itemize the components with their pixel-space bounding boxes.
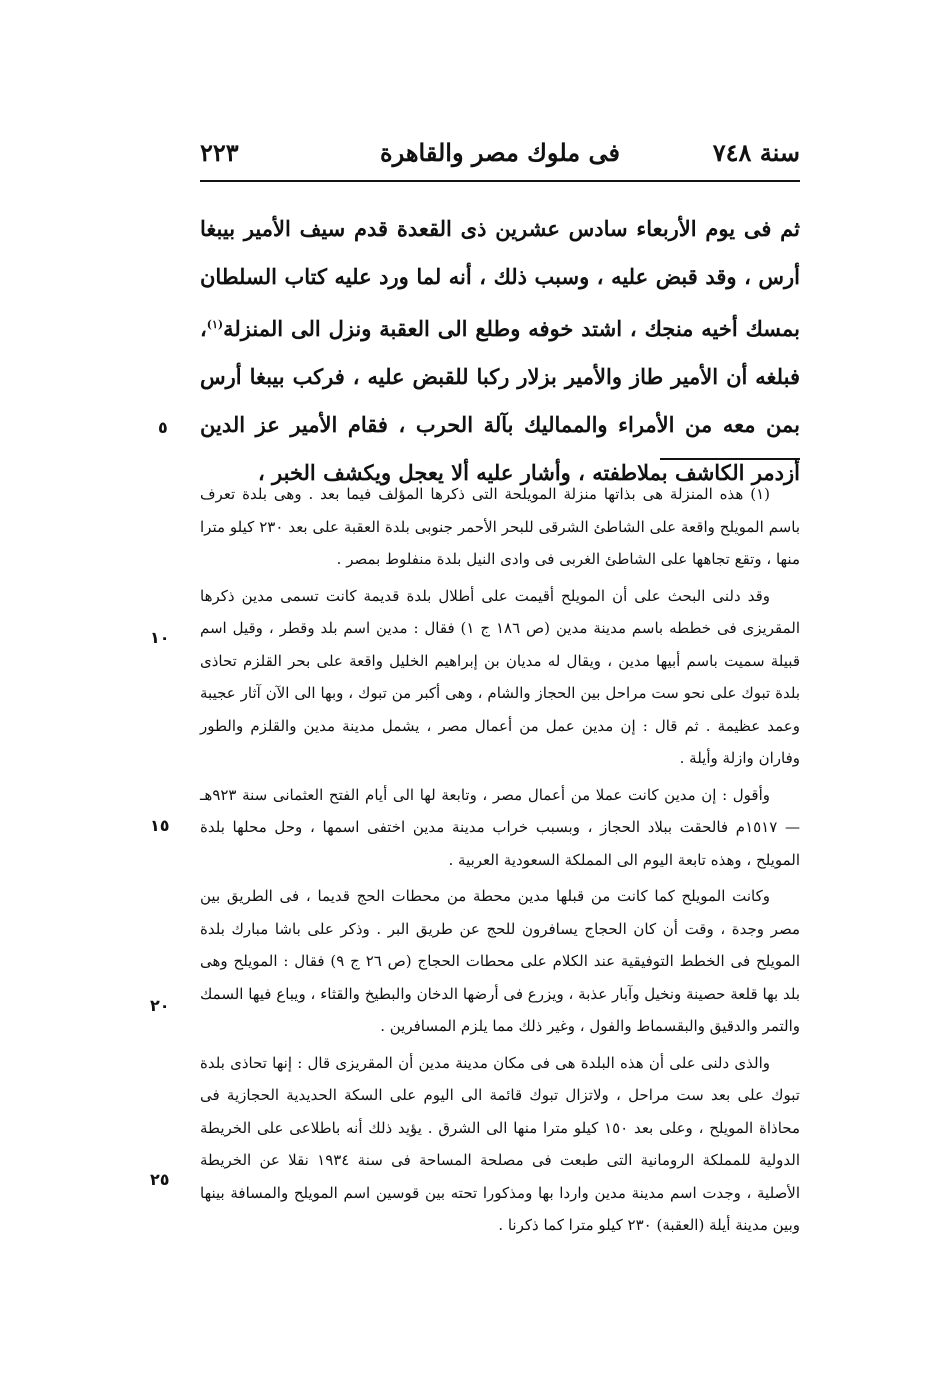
main-line: وقد قبض عليه ، وسبب ذلك ، أنه لما ورد عليه كتاب السلطان بمسك أخيه منجك ،	[200, 264, 801, 341]
line-number-15: ١٥	[150, 816, 170, 835]
main-line: ثم فى يوم الأربعاء سادس عشرين ذى القعدة قدم سيف الأمير بيبغا أرس ،	[200, 216, 801, 289]
line-number-10: ١٠	[150, 628, 170, 647]
footnote-separator	[660, 458, 800, 460]
main-line: اشتد خوفه وطلع الى العقبة ونزل الى المنزلة	[223, 316, 623, 341]
main-line: الأمير عز الدين أزدمر الكاشف بملاطفته ، وأشار عليه ألا يعجل ويكشف الخبر ،	[200, 412, 800, 485]
main-line: للقبض عليه ، فركب بيبغا أرس بمن معه من الأمراء والمماليك بآلة الحرب ، فقام	[200, 364, 801, 437]
header-title: فى ملوك مصر والقاهرة	[380, 138, 620, 167]
footnote-paragraph: وكانت المويلح كما كانت من قبلها مدين محطة من محطات الحج قديما ، فى الطريق بين مصر وجدة ، وقت أن كان الحجاج يسافرون للحج عن طريق البر . وذكر على باشا مبارك بلدة المويلح فى الخطط التوفيقية عند الكلام على محطات الحجاج (ص ٢٦ ج ٩) فقال : المويلح وهى بلد بها قلعة حصينة ونخيل وآبار عذبة ، ويزرع فى أرضها الدخان والبطيخ والقثاء ، ويباع فيها السمك والتمر والدقيق والبقسماط والفول ، وغير ذلك مما يلزم المسافرين .	[200, 887, 800, 1035]
line-number-20: ٢٠	[150, 996, 170, 1015]
footnote-paragraph: وقد دلنى البحث على أن المويلح أقيمت على أطلال بلدة قديمة كانت تسمى مدين ذكرها المقريزى فى خططه باسم مدينة مدين (ص ١٨٦ ج ١) فقال : مدين اسم بلد وقطر ، وقيل اسم قبيلة سميت باسم أبيها مدين ، ويقال له مديان بن إبراهيم الخليل واقعة على بحر القلزم تحاذى بلدة تبوك على نحو ست مراحل بين الحجاز والشام ، وهى أكبر من تبوك ، وبها الى الآن آثار عجيبة وعمد عظيمة . ثم قال : إن مدين عمل من أعمال مصر ، يشمل مدينة مدين والقلزم والطور وفاران وازلة وأيلة .	[200, 586, 800, 767]
page-number: ٢٢٣	[200, 138, 239, 167]
footnote-marker: (١)	[206, 318, 224, 331]
footnote-paragraph: والذى دلنى على أن هذه البلدة هى فى مكان مدينة مدين أن المقريزى قال : إنها تحاذى بلدة تبوك على بعد ست مراحل ، ولاتزال تبوك قائمة الى اليوم على السكة الحديدية الحجازية فى محاذاة المويلح ، وعلى بعد ١٥٠ كيلو مترا منها الى الشرق . يؤيد ذلك أنه باطلاعى على الخريطة الدولية للمملكة الرومانية التى طبعت فى مصلحة المساحة فى سنة ١٩٣٤ نقلا عن الخريطة الأصلية ، وجدت اسم مدينة مدين واردا بها ومذكورا تحته بين قوسين اسم المويلح والمسافة بينها وبين مدينة أيلة (العقبة) ٢٣٠ كيلو مترا كما ذكرنا .	[200, 1053, 800, 1234]
footnote-paragraph: وأقول : إن مدين كانت عملا من أعمال مصر ، وتابعة لها الى أيام الفتح العثمانى سنة ٩٢٣هـ — ١٥١٧م فالحقت ببلاد الحجاز ، وبسبب خراب مدينة مدين اختفى اسمها ، وحل محلها بلدة المويلح ، وهذه تابعة اليوم الى المملكة السعودية العربية .	[200, 785, 800, 869]
running-header	[200, 138, 800, 178]
main-line: ، فبلغه أن الأمير طاز والأمير بزلار ركبا	[200, 316, 800, 389]
line-number-25: ٢٥	[150, 1170, 170, 1189]
footnote-paragraph: (١) هذه المنزلة هى بذاتها منزلة المويلحة التى ذكرها المؤلف فيما بعد . وهى بلدة تعرف باسم المويلح واقعة على الشاطئ الشرقى للبحر الأحمر جنوبى بلدة العقبة على بعد ٢٣٠ كيلو مترا منها ، وتقع تجاهها على الشاطئ الغربى فى وادى النيل بلدة منفلوط بمصر .	[200, 485, 800, 568]
line-number-5: ٥	[158, 418, 168, 437]
header-year: سنة ٧٤٨	[712, 138, 800, 167]
header-rule	[200, 180, 800, 182]
footnotes	[200, 478, 800, 1246]
main-text	[200, 205, 800, 497]
